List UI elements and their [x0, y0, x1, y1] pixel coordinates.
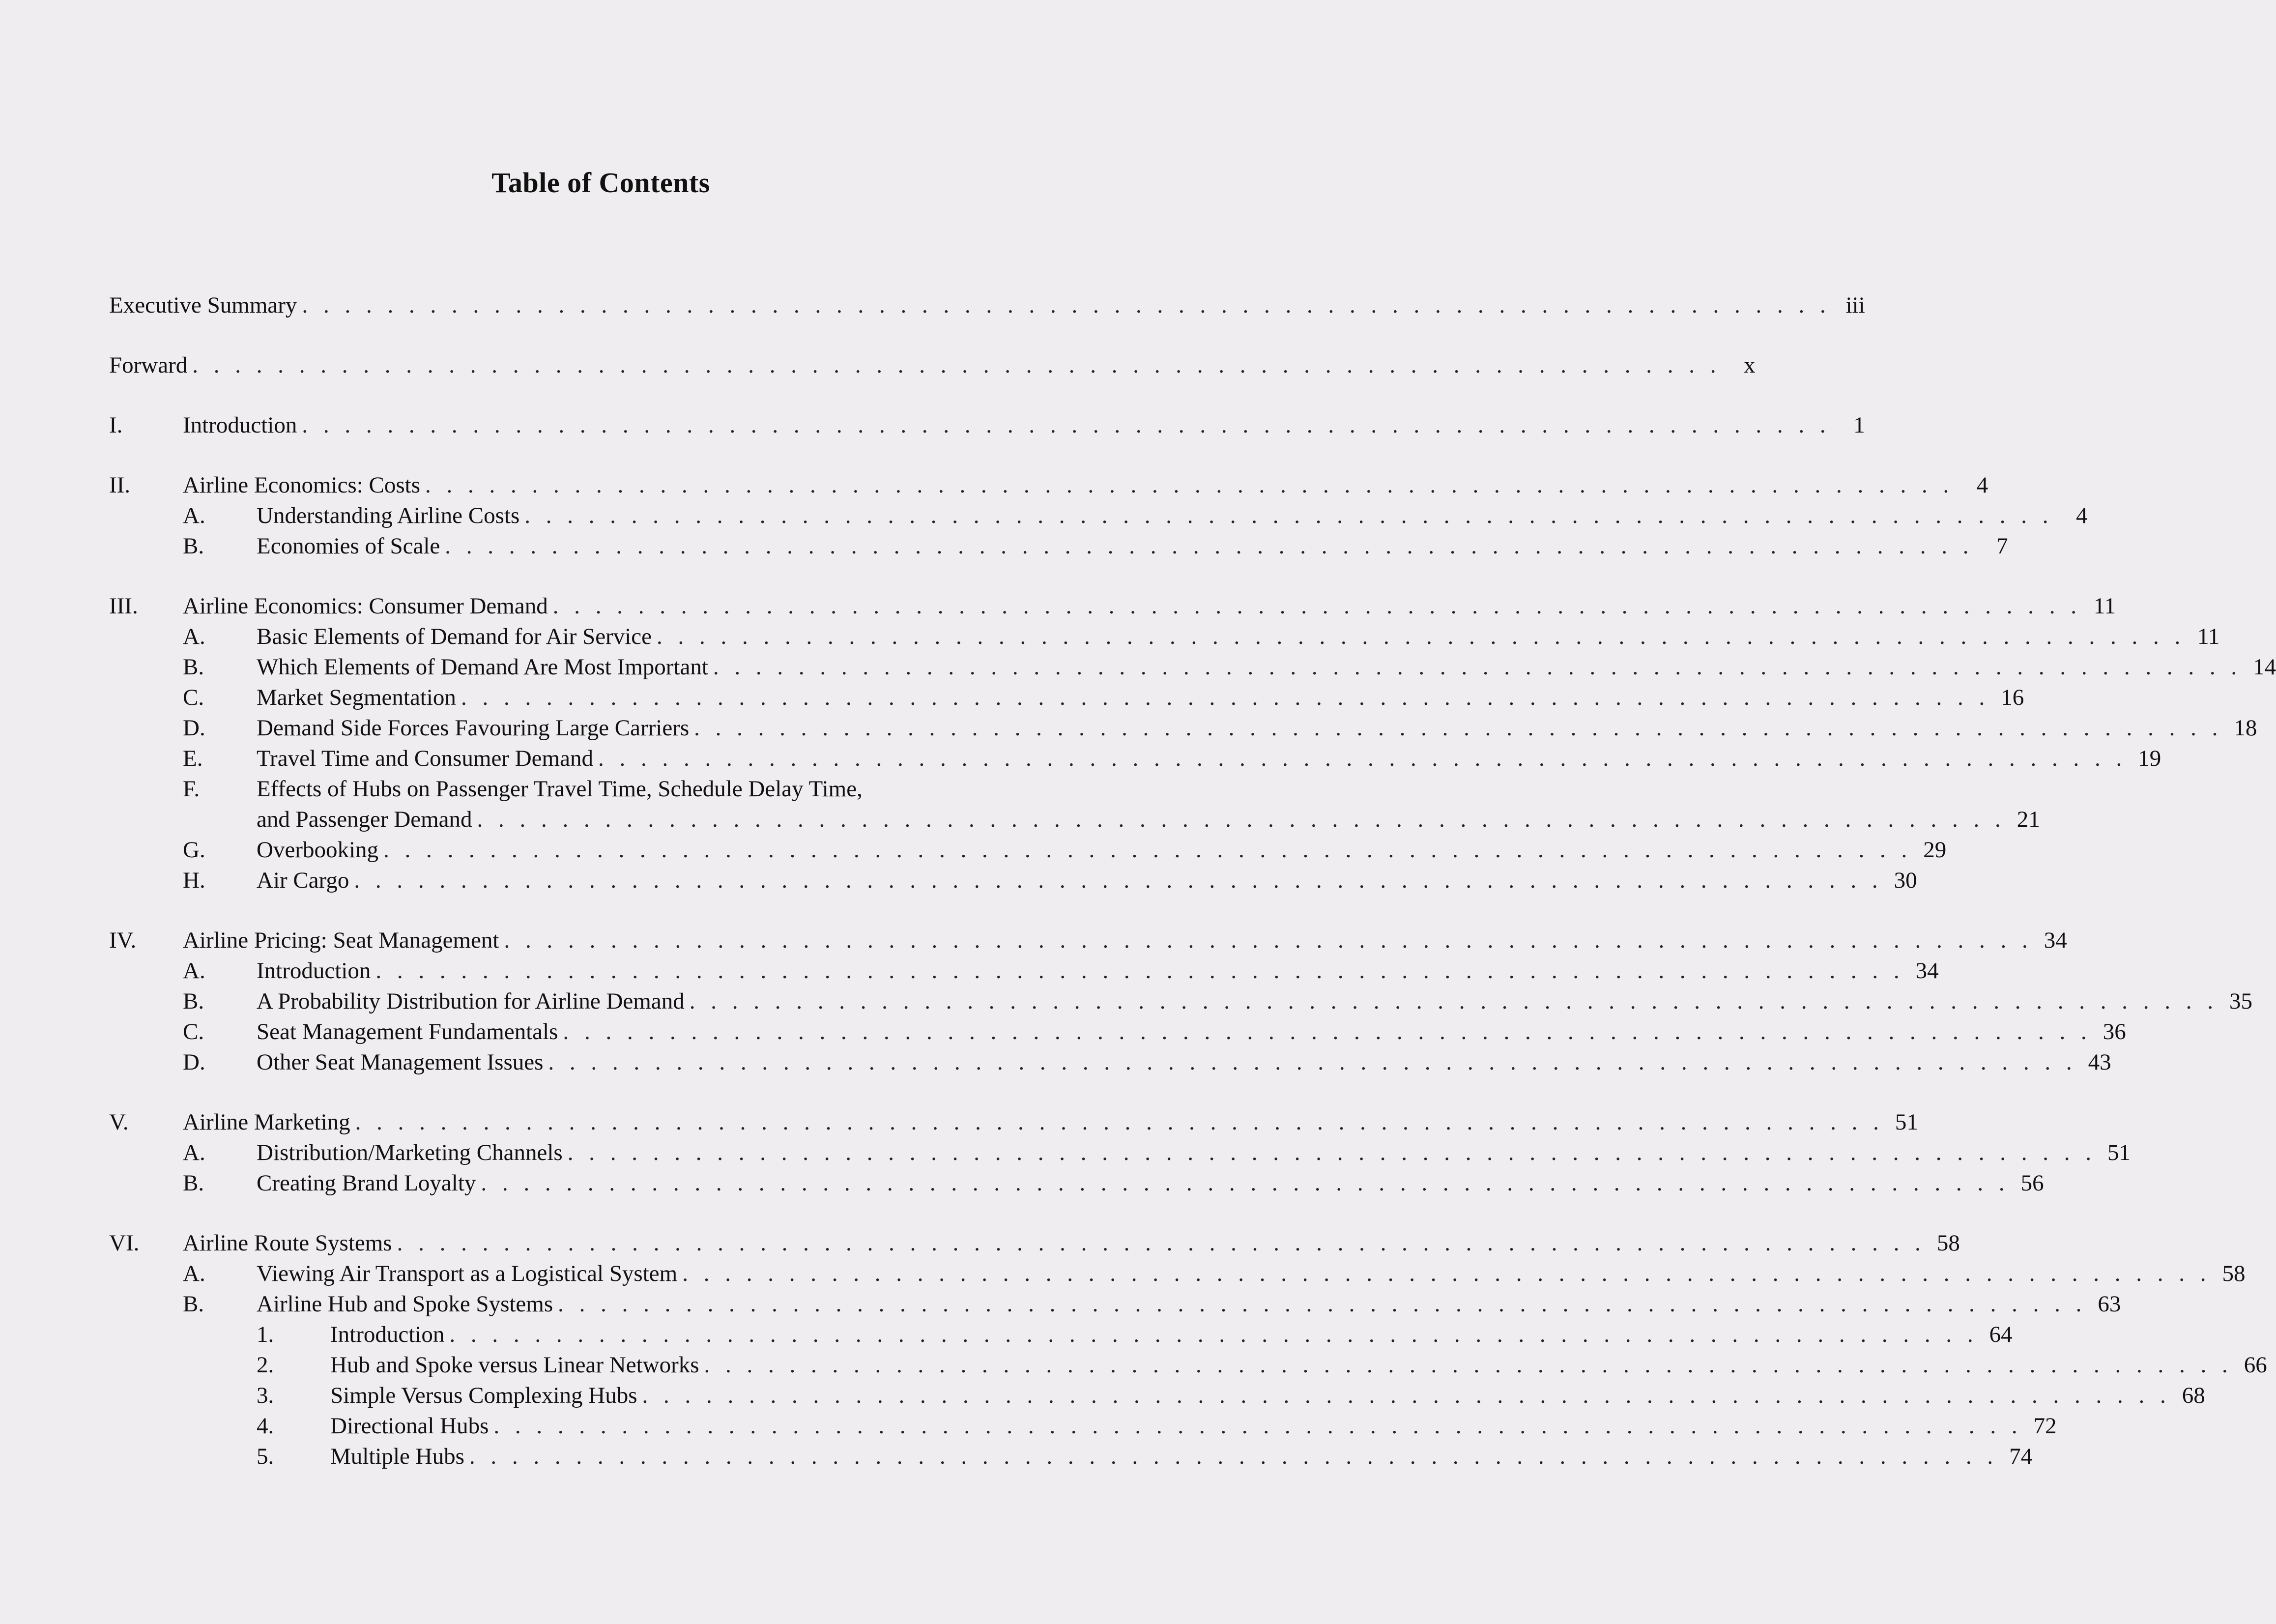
dot-leader: . . . . . . . . . . . . . . . . . . . . . . . . . . . . . . . . . . . . . . . . . . . . . . . . . . . . . . . . . . . . . . . . . . . . . . . .	[192, 352, 1721, 378]
dot-leader: . . . . . . . . . . . . . . . . . . . . . . . . . . . . . . . . . . . . . . . . . . . . . . . . . . . . . . . . . . . . . . . . . . . . . . . .	[355, 1109, 1884, 1135]
toc-entry-number: 2.	[257, 1352, 274, 1378]
toc-entry-number: F.	[183, 776, 200, 802]
dot-leader: . . . . . . . . . . . . . . . . . . . . . . . . . . . . . . . . . . . . . . . . . . . . . . . . . . . . . . . . . . . . . . . . . . . . . . . .	[548, 1049, 2077, 1075]
toc-entry-number: 4.	[257, 1413, 274, 1439]
dot-leader: . . . . . . . . . . . . . . . . . . . . . . . . . . . . . . . . . . . . . . . . . . . . . . . . . . . . . . . . . . . . . . . . . . . . . . . .	[694, 715, 2223, 741]
toc-entry-number: III.	[109, 593, 138, 619]
dot-leader: . . . . . . . . . . . . . . . . . . . . . . . . . . . . . . . . . . . . . . . . . . . . . . . . . . . . . . . . . . . . . . . . . . . . . . . .	[397, 1230, 1926, 1256]
dot-leader: . . . . . . . . . . . . . . . . . . . . . . . . . . . . . . . . . . . . . . . . . . . . . . . . . . . . . . . . . . . . . . . . . . . . . . . .	[504, 928, 2033, 953]
toc-entry-number: II.	[109, 472, 131, 498]
toc-page-number: 30	[1894, 868, 1917, 893]
toc-page-number: iii	[1845, 292, 1865, 318]
toc-entry-text: Introduction	[183, 412, 297, 438]
toc-entry-subsection	[109, 652, 2276, 682]
dot-leader: . . . . . . . . . . . . . . . . . . . . . . . . . . . . . . . . . . . . . . . . . . . . . . . . . . . . . . . . . . . . . . . . . . . . . . . .	[563, 1019, 2092, 1044]
toc-page-number: 34	[2044, 928, 2067, 953]
toc-entry-number: 3.	[257, 1383, 274, 1408]
toc-entry-text: Understanding Airline Costs	[257, 503, 520, 528]
toc-entry-text: Other Seat Management Issues	[257, 1049, 544, 1075]
toc-entry-executive-summary	[109, 290, 1865, 320]
dot-leader: . . . . . . . . . . . . . . . . . . . . . . . . . . . . . . . . . . . . . . . . . . . . . . . . . . . . . . . . . . . . . . . . . . . . . . . .	[302, 412, 1831, 438]
toc-entry-text: Effects of Hubs on Passenger Travel Time, Schedule Delay Time,	[257, 776, 863, 802]
toc-entry-number: 5.	[257, 1444, 274, 1469]
dot-leader: . . . . . . . . . . . . . . . . . . . . . . . . . . . . . . . . . . . . . . . . . . . . . . . . . . . . . . . . . . . . . . . . . . . . . . . .	[524, 503, 2053, 528]
toc-entry-text: Executive Summary	[109, 292, 297, 318]
toc-entry-text: Seat Management Fundamentals	[257, 1019, 558, 1044]
toc-entry-number: G.	[183, 837, 205, 863]
toc-entry-number: B.	[183, 654, 204, 680]
toc-page-number: 72	[2033, 1413, 2057, 1439]
dot-leader: . . . . . . . . . . . . . . . . . . . . . . . . . . . . . . . . . . . . . . . . . . . . . . . . . . . . . . . . . . . . . . . . . . . . . . . .	[704, 1352, 2233, 1378]
toc-entry-number: H.	[183, 868, 205, 893]
toc-entry-text: Demand Side Forces Favouring Large Carriers	[257, 715, 690, 741]
toc-entry-subsubsection	[109, 1319, 2013, 1350]
toc-page-number: 18	[2234, 715, 2257, 741]
toc-entry-section-5	[109, 1107, 1918, 1137]
dot-leader: . . . . . . . . . . . . . . . . . . . . . . . . . . . . . . . . . . . . . . . . . . . . . . . . . . . . . . . . . . . . . . . . . . . . . . . .	[469, 1444, 1998, 1469]
dot-leader: . . . . . . . . . . . . . . . . . . . . . . . . . . . . . . . . . . . . . . . . . . . . . . . . . . . . . . . . . . . . . . . . . . . . . . . .	[425, 472, 1954, 498]
toc-entry-subsection	[109, 621, 2220, 652]
toc-entry-text: A Probability Distribution for Airline Demand	[257, 988, 685, 1014]
toc-page-number: x	[1744, 352, 1756, 378]
toc-page-number: 14	[2253, 654, 2276, 680]
toc-page-number: 51	[2107, 1140, 2131, 1165]
toc-page-number: 68	[2182, 1383, 2205, 1408]
toc-entry-subsubsection	[109, 1441, 2033, 1472]
toc-page-number: 21	[2017, 807, 2040, 832]
toc-entry-subsection	[109, 986, 2252, 1016]
toc-page-number: 58	[1936, 1230, 1960, 1256]
toc-page-number: 35	[2229, 988, 2252, 1014]
toc-entry-text: Market Segmentation	[257, 685, 456, 710]
toc-entry-text: Viewing Air Transport as a Logistical System	[257, 1261, 678, 1286]
toc-entry-text: Airline Hub and Spoke Systems	[257, 1291, 553, 1317]
toc-entry-number: D.	[183, 1049, 205, 1075]
toc-page-number: 16	[2001, 685, 2024, 710]
toc-entry-text: Airline Marketing	[183, 1109, 350, 1135]
toc-entry-text: Travel Time and Consumer Demand	[257, 746, 593, 771]
dot-leader: . . . . . . . . . . . . . . . . . . . . . . . . . . . . . . . . . . . . . . . . . . . . . . . . . . . . . . . . . . . . . . . . . . . . . . . .	[481, 1170, 2010, 1196]
toc-entry-subsubsection	[109, 1350, 2267, 1380]
toc-page-number: 4	[1976, 472, 1988, 498]
toc-entry-text: Introduction	[257, 958, 371, 984]
dot-leader: . . . . . . . . . . . . . . . . . . . . . . . . . . . . . . . . . . . . . . . . . . . . . . . . . . . . . . . . . . . . . . . . . . . . . . . .	[354, 868, 1883, 893]
toc-entry-number: B.	[183, 1170, 204, 1196]
toc-entry-subsection	[109, 500, 2088, 531]
dot-leader: . . . . . . . . . . . . . . . . . . . . . . . . . . . . . . . . . . . . . . . . . . . . . . . . . . . . . . . . . . . . . . . . . . . . . . . .	[493, 1413, 2022, 1439]
toc-entry-number: VI.	[109, 1230, 140, 1256]
dot-leader: . . . . . . . . . . . . . . . . . . . . . . . . . . . . . . . . . . . . . . . . . . . . . . . . . . . . . . . . . . . . . . . . . . . . . . . .	[552, 593, 2081, 619]
toc-entry-text: Air Cargo	[257, 868, 349, 893]
toc-entry-subsection	[109, 956, 1939, 986]
dot-leader: . . . . . . . . . . . . . . . . . . . . . . . . . . . . . . . . . . . . . . . . . . . . . . . . . . . . . . . . . . . . . . . . . . . . . . . .	[689, 988, 2218, 1014]
toc-entry-number: A.	[183, 624, 205, 649]
dot-leader: . . . . . . . . . . . . . . . . . . . . . . . . . . . . . . . . . . . . . . . . . . . . . . . . . . . . . . . . . . . . . . . . . . . . . . . .	[302, 292, 1831, 318]
toc-page-number: 56	[2020, 1170, 2044, 1196]
dot-leader: . . . . . . . . . . . . . . . . . . . . . . . . . . . . . . . . . . . . . . . . . . . . . . . . . . . . . . . . . . . . . . . . . . . . . . . .	[383, 837, 1912, 863]
dot-leader: . . . . . . . . . . . . . . . . . . . . . . . . . . . . . . . . . . . . . . . . . . . . . . . . . . . . . . . . . . . . . . . . . . . . . . . .	[713, 654, 2242, 680]
toc-entry-section-1	[109, 410, 1865, 440]
toc-entry-subsection	[109, 743, 2161, 774]
toc-entry-subsection	[109, 682, 2024, 713]
toc-entry-text: Distribution/Marketing Channels	[257, 1140, 563, 1165]
toc-entry-number: I.	[109, 412, 123, 438]
toc-page-number: 66	[2244, 1352, 2267, 1378]
toc-page-number: 11	[2197, 624, 2220, 649]
dot-leader: . . . . . . . . . . . . . . . . . . . . . . . . . . . . . . . . . . . . . . . . . . . . . . . . . . . . . . . . . . . . . . . . . . . . . . . .	[477, 807, 2006, 832]
toc-page-number: 58	[2222, 1261, 2246, 1286]
toc-entry-subsection	[109, 865, 1917, 896]
dot-leader: . . . . . . . . . . . . . . . . . . . . . . . . . . . . . . . . . . . . . . . . . . . . . . . . . . . . . . . . . . . . . . . . . . . . . . . .	[558, 1291, 2087, 1317]
dot-leader: . . . . . . . . . . . . . . . . . . . . . . . . . . . . . . . . . . . . . . . . . . . . . . . . . . . . . . . . . . . . . . . . . . . . . . . .	[375, 958, 1904, 984]
dot-leader: . . . . . . . . . . . . . . . . . . . . . . . . . . . . . . . . . . . . . . . . . . . . . . . . . . . . . . . . . . . . . . . . . . . . . . . .	[642, 1383, 2171, 1408]
dot-leader: . . . . . . . . . . . . . . . . . . . . . . . . . . . . . . . . . . . . . . . . . . . . . . . . . . . . . . . . . . . . . . . . . . . . . . . .	[682, 1261, 2211, 1286]
toc-entry-subsection	[109, 1047, 2111, 1077]
dot-leader: . . . . . . . . . . . . . . . . . . . . . . . . . . . . . . . . . . . . . . . . . . . . . . . . . . . . . . . . . . . . . . . . . . . . . . . .	[567, 1140, 2096, 1165]
dot-leader: . . . . . . . . . . . . . . . . . . . . . . . . . . . . . . . . . . . . . . . . . . . . . . . . . . . . . . . . . . . . . . . . . . . . . . . .	[656, 624, 2186, 649]
dot-leader: . . . . . . . . . . . . . . . . . . . . . . . . . . . . . . . . . . . . . . . . . . . . . . . . . . . . . . . . . . . . . . . . . . . . . . . .	[449, 1322, 1978, 1347]
toc-entry-number: V.	[109, 1109, 129, 1135]
toc-entry-number: A.	[183, 503, 205, 528]
toc-entry-forward	[109, 350, 1756, 380]
toc-entry-number: D.	[183, 715, 205, 741]
toc-entry-text: Forward	[109, 352, 188, 378]
toc-entry-text: Which Elements of Demand Are Most Important	[257, 654, 708, 680]
toc-entry-text: Simple Versus Complexing Hubs	[330, 1383, 637, 1408]
dot-leader: . . . . . . . . . . . . . . . . . . . . . . . . . . . . . . . . . . . . . . . . . . . . . . . . . . . . . . . . . . . . . . . . . . . . . . . .	[445, 533, 1974, 559]
toc-entry-subsection	[109, 1168, 2044, 1198]
toc-entry-subsection	[109, 713, 2257, 743]
toc-entry-section-3	[109, 591, 2116, 621]
toc-entry-number: A.	[183, 958, 205, 984]
toc-entry-text: Overbooking	[257, 837, 379, 863]
toc-page-number: 1	[1853, 412, 1865, 438]
toc-page-number: 29	[1923, 837, 1947, 863]
toc-entry-text: Basic Elements of Demand for Air Service	[257, 624, 652, 649]
toc-entry-continuation	[257, 804, 2040, 835]
toc-entry-section-4	[109, 925, 2067, 956]
toc-page-number: 63	[2098, 1291, 2121, 1317]
toc-entry-text: Airline Route Systems	[183, 1230, 392, 1256]
toc-entry-section-6	[109, 1228, 1960, 1258]
toc-entry-text-continued: and Passenger Demand	[257, 807, 472, 832]
toc-page-number: 51	[1895, 1109, 1918, 1135]
toc-entry-subsection	[109, 1258, 2246, 1289]
toc-entry-text: Hub and Spoke versus Linear Networks	[330, 1352, 699, 1378]
toc-page-number: 4	[2076, 503, 2088, 528]
toc-entry-text: Creating Brand Loyalty	[257, 1170, 476, 1196]
toc-entry-body	[257, 774, 2040, 835]
dot-leader: . . . . . . . . . . . . . . . . . . . . . . . . . . . . . . . . . . . . . . . . . . . . . . . . . . . . . . . . . . . . . . . . . . . . . . . .	[461, 685, 1990, 710]
toc-entry-subsection	[109, 1016, 2126, 1047]
toc-entry-number: E.	[183, 746, 203, 771]
toc-page-number: 11	[2093, 593, 2116, 619]
toc-entry-number: C.	[183, 1019, 204, 1044]
toc-entry-number: B.	[183, 533, 204, 559]
toc-entry-text: Airline Economics: Costs	[183, 472, 421, 498]
toc-entry-number: B.	[183, 1291, 204, 1317]
toc-entry-subsection	[109, 531, 2008, 561]
toc-entry-subsection	[109, 835, 1947, 865]
toc-entry-text: Economies of Scale	[257, 533, 440, 559]
toc-entry-subsubsection	[109, 1411, 2057, 1441]
toc-page-number: 64	[1989, 1322, 2013, 1347]
toc-entry-subsection	[109, 1137, 2131, 1168]
toc-entry-text: Airline Pricing: Seat Management	[183, 928, 499, 953]
toc-entry-number: 1.	[257, 1322, 274, 1347]
toc-entry-number: A.	[183, 1140, 205, 1165]
toc-page-number: 19	[2138, 746, 2161, 771]
toc-page-number: 74	[2009, 1444, 2033, 1469]
toc-page-number: 36	[2103, 1019, 2126, 1044]
toc-entry-text: Airline Economics: Consumer Demand	[183, 593, 548, 619]
toc-entry-text: Directional Hubs	[330, 1413, 489, 1439]
toc-entry-text: Introduction	[330, 1322, 445, 1347]
dot-leader: . . . . . . . . . . . . . . . . . . . . . . . . . . . . . . . . . . . . . . . . . . . . . . . . . . . . . . . . . . . . . . . . . . . . . . . .	[598, 746, 2127, 771]
toc-entry-number: B.	[183, 988, 204, 1014]
toc-entry-text: Multiple Hubs	[330, 1444, 464, 1469]
toc-entry-section-2	[109, 470, 1988, 500]
toc-entry-subsection	[109, 1289, 2121, 1319]
page-title: Table of Contents	[491, 167, 710, 199]
toc-page-number: 7	[1996, 533, 2008, 559]
toc-entry-subsection	[109, 774, 2040, 835]
toc-entry-subsubsection	[109, 1380, 2205, 1411]
table-of-contents	[109, 290, 2276, 1472]
toc-page-number: 34	[1915, 958, 1939, 984]
toc-entry-number: A.	[183, 1261, 205, 1286]
toc-entry-number: C.	[183, 685, 204, 710]
toc-entry-number: IV.	[109, 928, 137, 953]
toc-page-number: 43	[2088, 1049, 2111, 1075]
